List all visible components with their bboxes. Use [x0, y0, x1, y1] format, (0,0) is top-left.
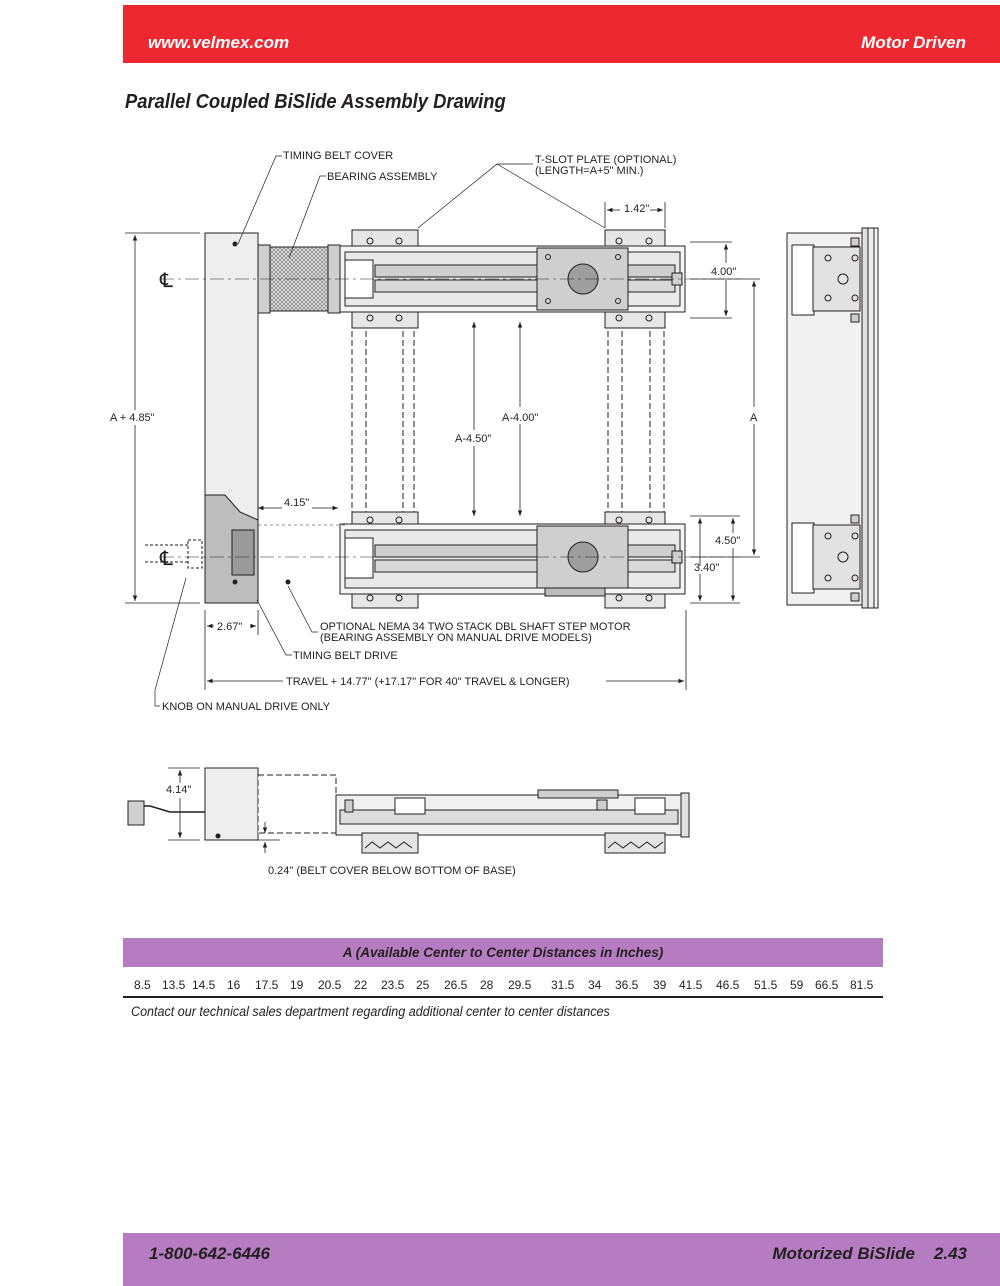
dim-3-40: 3.40": [694, 562, 720, 574]
section-name: Motor Driven: [861, 33, 966, 52]
distance-value: 51.5: [754, 978, 778, 992]
distance-value: 20.5: [318, 978, 342, 992]
distance-value: 59: [790, 978, 804, 992]
front-view: [128, 768, 689, 853]
phone-number[interactable]: 1-800-642-6446: [149, 1244, 270, 1263]
distances-table-values: [123, 972, 883, 998]
t-slot-plate-label: T-SLOT PLATE (OPTIONAL): [535, 154, 677, 166]
distance-value: 25: [416, 978, 430, 992]
distance-value: 81.5: [850, 978, 874, 992]
dim-a-minus-4-00: A-4.00": [502, 412, 539, 424]
distance-value: 29.5: [508, 978, 532, 992]
distance-value: 36.5: [615, 978, 639, 992]
centerline-symbol-bottom: ℄: [160, 548, 173, 570]
dim-1-42: 1.42": [624, 203, 650, 215]
page-footer: [123, 1233, 1000, 1286]
distance-value: 28: [480, 978, 494, 992]
distance-value: 22: [354, 978, 368, 992]
dim-a-minus-4-50: A-4.50": [455, 433, 492, 445]
belt-cover-below-label: 0.24" (BELT COVER BELOW BOTTOM OF BASE): [268, 865, 516, 877]
travel-label: TRAVEL + 14.77" (+17.17" FOR 40" TRAVEL & LONGER): [286, 676, 570, 688]
dim-4-50: 4.50": [715, 535, 741, 547]
distances-table-header: [123, 938, 883, 967]
distance-value: 16: [227, 978, 241, 992]
lower-bislide: [340, 512, 685, 608]
footer-product: [772, 1244, 967, 1264]
distance-value: 34: [588, 978, 602, 992]
timing-belt-drive-label: TIMING BELT DRIVE: [293, 650, 398, 662]
distance-value: 17.5: [255, 978, 279, 992]
distance-value: 8.5: [134, 978, 151, 992]
bearing-assembly-label: BEARING ASSEMBLY: [327, 171, 438, 183]
distance-value: 66.5: [815, 978, 839, 992]
knob-label: KNOB ON MANUAL DRIVE ONLY: [162, 701, 331, 713]
dim-4-00: 4.00": [711, 266, 737, 278]
distance-value: 41.5: [679, 978, 703, 992]
distance-value: 23.5: [381, 978, 405, 992]
top-view: [145, 230, 740, 608]
dim-2-67: 2.67": [217, 621, 243, 633]
distance-value: 19: [290, 978, 304, 992]
dim-4-14: 4.14": [166, 784, 192, 796]
distance-value: 46.5: [716, 978, 740, 992]
centerline-symbol-top: ℄: [160, 270, 173, 292]
distance-value: 39: [653, 978, 667, 992]
distance-value: 14.5: [192, 978, 216, 992]
footnote: Contact our technical sales department regarding additional center to center distances: [131, 1004, 610, 1019]
product-name: Motorized BiSlide: [772, 1244, 915, 1263]
dim-a: A: [750, 412, 758, 424]
distances-table-title: A (Available Center to Center Distances in Inches): [342, 945, 664, 960]
dim-a-plus-4-85: A + 4.85": [110, 412, 155, 424]
distance-value: 31.5: [551, 978, 575, 992]
timing-belt-cover-label: TIMING BELT COVER: [283, 150, 394, 162]
optional-motor-label: OPTIONAL NEMA 34 TWO STACK DBL SHAFT STEP MOTOR: [320, 621, 631, 633]
dim-4-15: 4.15": [284, 497, 310, 509]
side-view: [787, 228, 878, 608]
page-title: Parallel Coupled BiSlide Assembly Drawing: [125, 91, 506, 113]
page-number: 2.43: [933, 1244, 967, 1263]
distance-value: 26.5: [444, 978, 468, 992]
optional-motor-note: (BEARING ASSEMBLY ON MANUAL DRIVE MODELS): [320, 632, 592, 644]
t-slot-plate-length-label: (LENGTH=A+5" MIN.): [535, 165, 644, 177]
distance-value: 13.5: [162, 978, 186, 992]
website-url[interactable]: www.velmex.com: [148, 33, 290, 52]
